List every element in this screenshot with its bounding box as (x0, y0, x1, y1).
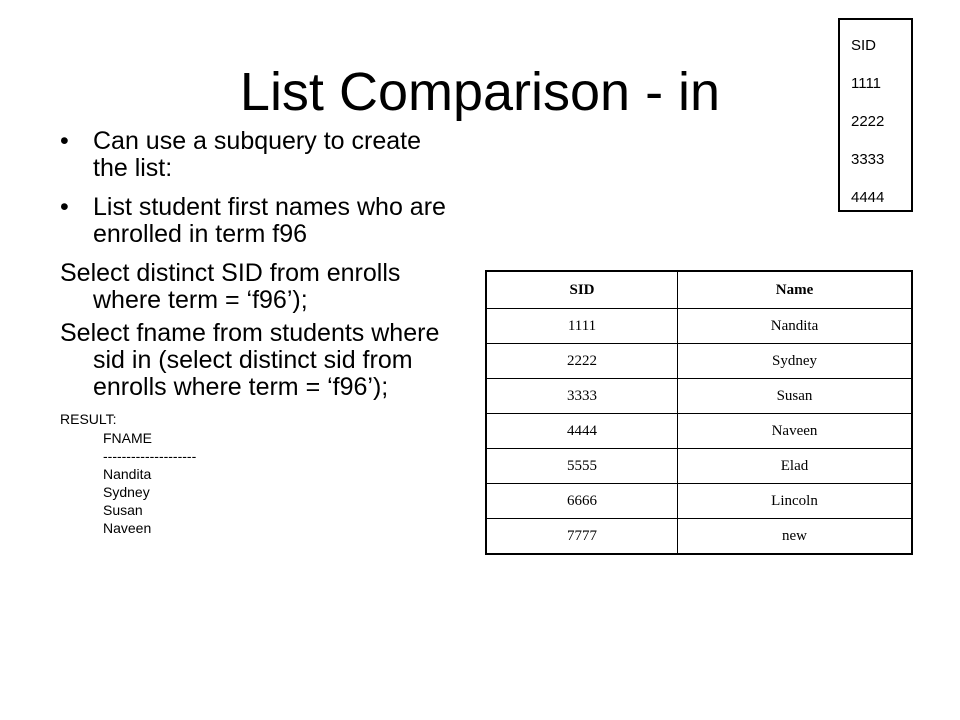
table-row (486, 344, 912, 379)
cell-name: Nandita (678, 309, 913, 344)
bullet-text: List student first names who are enrolled in term f96 (93, 193, 446, 248)
cell-name: new (678, 519, 913, 555)
result-label: RESULT: (60, 411, 117, 427)
students-table (485, 270, 913, 555)
result-row: Sydney (103, 484, 150, 500)
sid-list-box (838, 18, 913, 212)
result-block (60, 411, 460, 537)
cell-name: Naveen (678, 414, 913, 449)
sid-list-value: 2222 (851, 113, 885, 130)
cell-name: Susan (678, 379, 913, 414)
sid-list-header: SID (851, 37, 877, 54)
column-header-name: Name (678, 271, 913, 309)
cell-sid: 6666 (486, 484, 678, 519)
table-row (486, 484, 912, 519)
bullet-item (60, 194, 460, 248)
table-row (486, 519, 912, 555)
cell-sid: 1111 (486, 309, 678, 344)
column-header-sid: SID (486, 271, 678, 309)
slide-body (60, 128, 460, 537)
bullet-dot: • (60, 127, 69, 155)
table-row (486, 379, 912, 414)
result-separator: -------------------- (103, 448, 197, 464)
sid-list-value: 4444 (851, 189, 885, 206)
table-row (486, 309, 912, 344)
result-row: Susan (103, 502, 143, 518)
result-row: Nandita (103, 466, 152, 482)
bullet-text: Can use a subquery to create the list: (93, 127, 421, 182)
table-header-row (486, 271, 912, 309)
bullet-item (60, 128, 460, 182)
cell-sid: 4444 (486, 414, 678, 449)
slide-title: List Comparison - in (239, 62, 721, 122)
cell-sid: 2222 (486, 344, 678, 379)
cell-name: Elad (678, 449, 913, 484)
query-text: Select distinct SID from enrolls where term = ‘f96’); (60, 259, 401, 314)
bullet-dot: • (60, 193, 69, 221)
result-row: Naveen (103, 520, 152, 536)
query-text: Select fname from students where sid in (select distinct sid from enrolls where term = ‘f96’); (60, 319, 440, 401)
sid-list-value: 3333 (851, 151, 885, 168)
sid-list-value: 1111 (851, 75, 882, 92)
table-row (486, 449, 912, 484)
cell-sid: 3333 (486, 379, 678, 414)
result-column-header: FNAME (103, 430, 152, 446)
cell-sid: 7777 (486, 519, 678, 555)
cell-sid: 5555 (486, 449, 678, 484)
cell-name: Sydney (678, 344, 913, 379)
cell-name: Lincoln (678, 484, 913, 519)
result-rows (60, 429, 460, 537)
table-row (486, 414, 912, 449)
